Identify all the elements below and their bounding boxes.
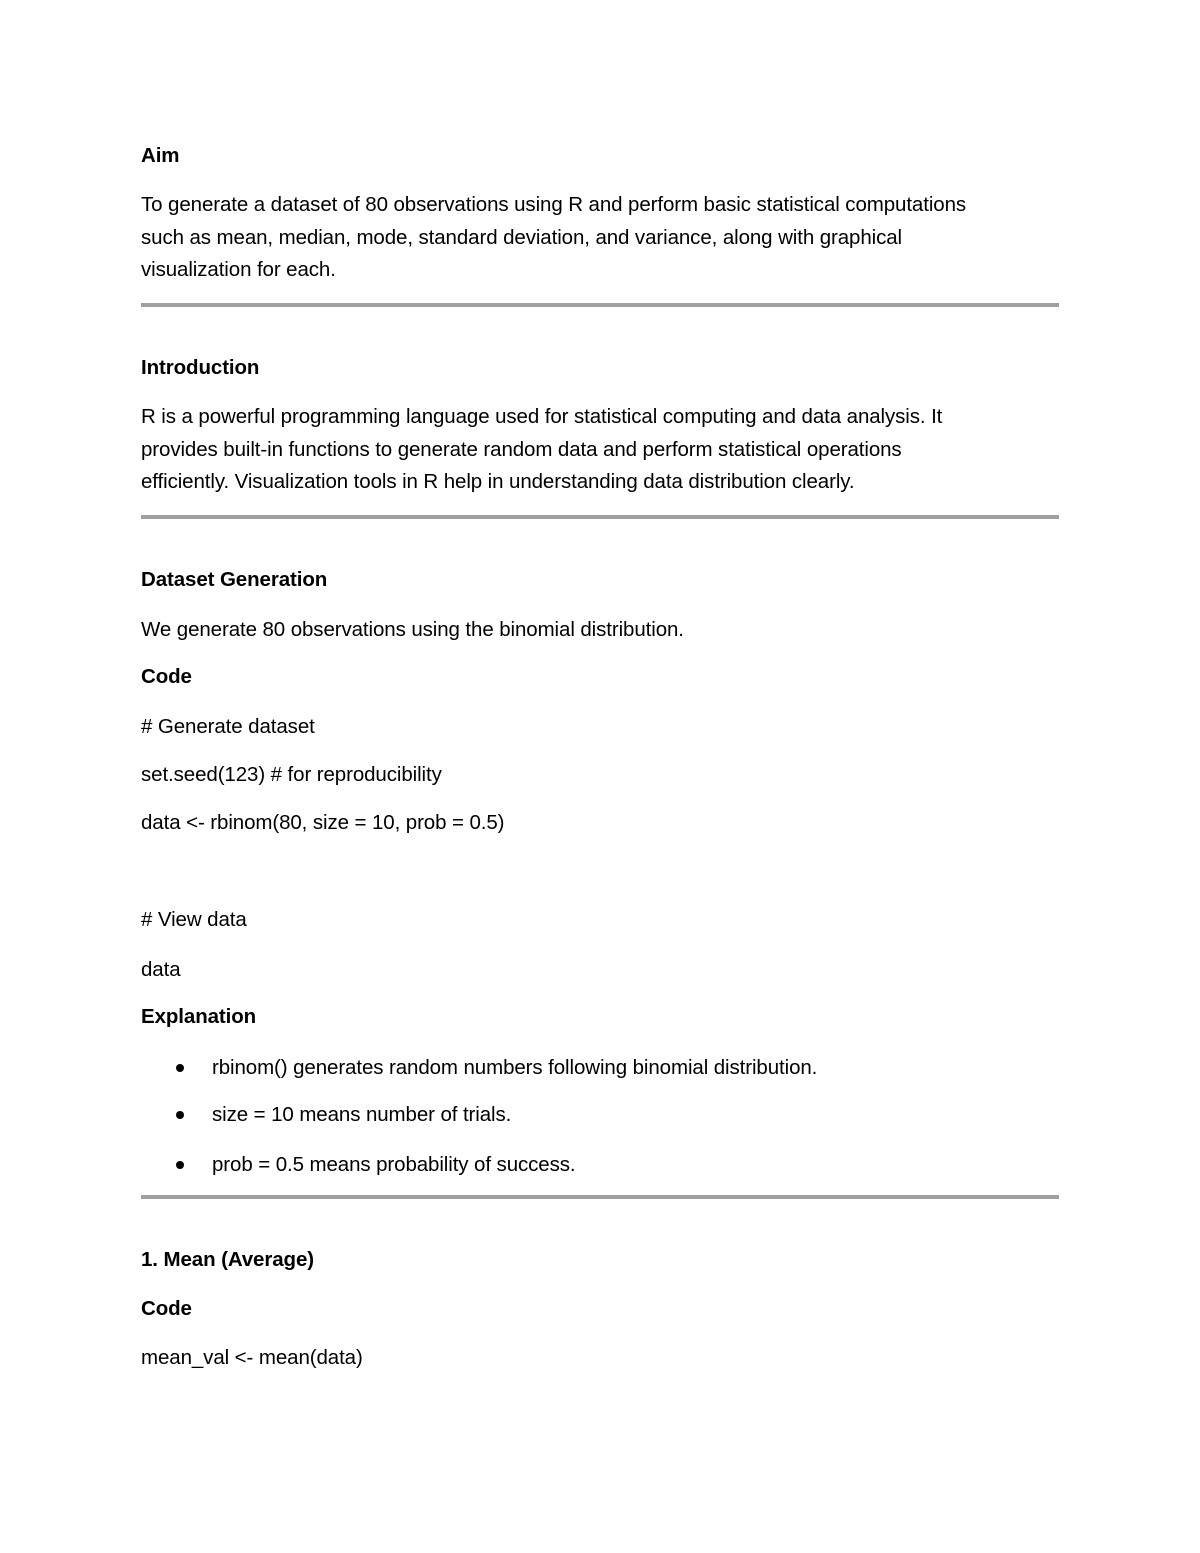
introduction-paragraph — [141, 401, 1059, 499]
introduction-line: provides built-in functions to generate random data and perform statistical operations — [141, 437, 902, 461]
aim-paragraph — [141, 189, 1059, 287]
mean-heading: 1. Mean (Average) — [141, 1248, 314, 1271]
code-line: data — [141, 958, 181, 981]
code-heading: Code — [141, 1297, 192, 1320]
document-page — [141, 0, 1059, 1553]
code-line: mean_val <- mean(data) — [141, 1346, 363, 1369]
bullet-text: rbinom() generates random numbers following binomial distribution. — [212, 1056, 818, 1079]
code-line: data <- rbinom(80, size = 10, prob = 0.5) — [141, 811, 505, 834]
dataset-generation-description: We generate 80 observations using the binomial distribution. — [141, 618, 684, 641]
aim-line: To generate a dataset of 80 observations using R and perform basic statistical computations — [141, 193, 967, 216]
introduction-heading: Introduction — [141, 356, 260, 379]
explanation-heading: Explanation — [141, 1005, 257, 1028]
introduction-line: R is a powerful programming language used for statistical computing and data analysis. It — [141, 405, 943, 428]
introduction-line: efficiently. Visualization tools in R help in understanding data distribution clearly. — [141, 470, 855, 493]
section-divider — [141, 515, 1059, 519]
bullet-icon — [176, 1064, 184, 1072]
bullet-text: prob = 0.5 means probability of success. — [212, 1153, 576, 1176]
aim-heading: Aim — [141, 144, 180, 167]
dataset-generation-heading: Dataset Generation — [141, 568, 328, 591]
aim-line: visualization for each. — [141, 258, 336, 281]
section-divider — [141, 1195, 1059, 1199]
bullet-icon — [176, 1161, 184, 1169]
code-line: # View data — [141, 908, 247, 931]
aim-line: such as mean, median, mode, standard deviation, and variance, along with graphical — [141, 225, 903, 249]
bullet-icon — [176, 1111, 184, 1119]
code-line: set.seed(123) # for reproducibility — [141, 763, 442, 786]
code-heading: Code — [141, 665, 192, 688]
section-divider — [141, 303, 1059, 307]
code-line: # Generate dataset — [141, 715, 315, 738]
bullet-text: size = 10 means number of trials. — [212, 1103, 512, 1126]
